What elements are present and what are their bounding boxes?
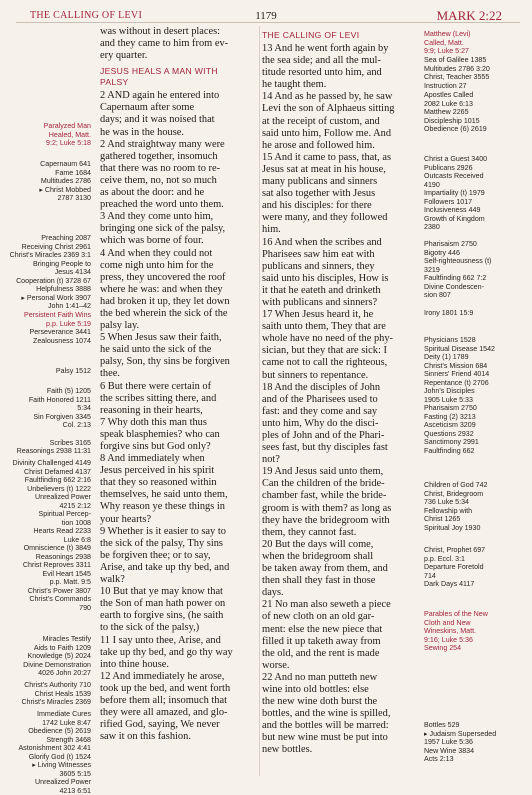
- scripture-column-1: [100, 26, 256, 776]
- verse: 22 And no man putteth new wine into old bottles: else the new wine doth burst the bottles, and the wine is spilled, and the bottles will be marred: but new wine must be put into new bottles.: [262, 671, 391, 756]
- reference-entry: Parables of the New Cloth and New Wineskins, Matt. 9:16; Luke 5:36 Sewing 254: [424, 610, 488, 652]
- verse: 2 AND again he entered into Capernaum after some days; and it was noised that he was in the house.: [100, 90, 220, 138]
- verse: 16 And when the scribes and Pharisees saw him eat with publicans and sinners, they said unto his disciples, How is it that he eateth and drinketh with publicans and sinners?: [262, 236, 389, 308]
- reference-entry: Paralyzed Man Healed, Matt. 9:2; Luke 5:18: [43, 122, 91, 147]
- reference-entry: Reasonings 2938 11:31: [16, 447, 91, 455]
- verse: 12 And immediately he arose, took up the bed, and went forth before them all; insomuch that they were all amazed, and glo- rified God, saying, We never saw it on this fashion.: [100, 670, 231, 743]
- column-divider: [259, 26, 260, 776]
- verse: 17 When Jesus heard it, he saith unto them, They that are whole have no need of the phy- sician, but they that are sick: I came not to call the righteous, but sinners to repentance.: [262, 309, 393, 381]
- reference-entry: Children of God 742 Christ, Bridegroom 736 Luke 5:34 Fellowship with Christ 1265 Spiritual Joy 1930: [424, 481, 488, 532]
- running-head-right: MARK 2:22: [436, 8, 502, 23]
- reference-entry: Christ's Authority 710 Christ Heals 1539 Christ's Miracles 2369: [21, 681, 91, 706]
- verse: 4 And when they could not come nigh unto him for the press, they uncovered the roof where he was: and when they had broken it up, they let down the bed wherein the sick of the palsy lay.: [100, 247, 230, 332]
- reference-entry: Matthew (Levi) Called, Matt. 9:9; Luke 5:27: [424, 30, 471, 55]
- verse: 8 And immediately when Jesus perceived in his spirit that they so reasoned within themselves, he said unto them, Why reason ye these things in your hearts?: [100, 453, 228, 525]
- verse: 13 And he went forth again by the sea side; and all the mul- titude resorted unto him, and he taught them.: [262, 43, 389, 91]
- reference-entry: Physicians 1528 Spiritual Disease 1542 Deity (1) 1789 Christ's Mission 684 Sinners' Friend 4014 Repentance (t) 2706 John's Disciples 1905 Luke 5:33 Pharisaism 2750 Fasting (2) 3213 Asceticism 3209 Questions 2932 Sanctimony 2991 Faultfinding 662: [424, 336, 495, 455]
- reference-entry: Irony 1801 15:9: [424, 309, 474, 317]
- page-number: 1179: [255, 10, 277, 22]
- right-reference-column: [420, 26, 532, 778]
- header-rule: [16, 22, 520, 23]
- verse: 14 And as he passed by, he saw Levi the son of Alphaeus sitting at the receipt of custom, and said unto him, Follow me. And he arose and followed him.: [262, 91, 395, 151]
- reference-entry: Persistent Faith Wins p.p. Luke 5:19: [23, 311, 91, 328]
- reference-entry: Palsy 1512: [55, 367, 91, 375]
- verse: was without in desert places: and they came to him from ev- ery quarter.: [100, 26, 229, 62]
- verse: 7 Why doth this man thus speak blasphemies? who can forgive sins but God only?: [100, 416, 220, 452]
- verse: 5 When Jesus saw their faith, he said unto the sick of the palsy, Son, thy sins be forgiven thee.: [100, 332, 230, 380]
- reference-entry: Immediate Cures 1742 Luke 8:47 Obedience (5) 2619 Strength 3468 Astonishment 302 4:41 Glorify God (t) 1524 ▸ Living Witnesses 3605 5:15 Unrealized Power 4213 6:51: [18, 710, 91, 795]
- verse: 15 And it came to pass, that, as Jesus sat at meat in his house, many publicans and sinners sat also together with Jesus and his disciples: for there were many, and they followed him.: [262, 151, 391, 236]
- scripture-column-2: [262, 26, 418, 776]
- verse: 2 And straightway many were gathered together, insomuch that there was no room to re- ceive them, no, not so much as about the door: and he preached the word unto them.: [100, 138, 225, 211]
- reference-entry: Bottles 529 ▸ Judaism Superseded 1957 Luke 5:36 New Wine 3834 Acts 2:13: [424, 721, 497, 763]
- verse: 6 But there were certain of the scribes sitting there, and reasoning in their hearts,: [100, 380, 217, 416]
- reference-entry: Sea of Galilee 1385 Multitudes 2786 3:20 Christ, Teacher 3555 Instruction 27: [424, 56, 490, 90]
- reference-entry: Pharisaism 2750 Bigotry 446 Self-righteousness (t) 3219 Faultfinding 662 7:2 Divine Condescen- sion 807: [424, 240, 492, 299]
- section-heading: THE CALLING OF LEVI: [262, 30, 360, 40]
- section-heading: JESUS HEALS A MAN WITH PALSY: [100, 66, 218, 88]
- reference-entry: Scribes 3165: [49, 439, 91, 447]
- verse: 9 Whether is it easier to say to the sick of the palsy, Thy sins be forgiven thee; or to say, Arise, and take up thy bed, and walk?: [100, 525, 230, 586]
- reference-entry: Preaching 2087 Receiving Christ 2961 Christ's Miracles 2369 3:1 Bringing People to Jesus 4134 Cooperation (t) 3728 67 Helpfulness 3888 ▸ Personal Work 3907 John 1:41–42: [9, 234, 91, 310]
- running-head-left: THE CALLING OF LEVI: [30, 10, 143, 21]
- left-reference-column: [0, 26, 95, 795]
- verse: 3 And they come unto him, bringing one sick of the palsy, which was borne of four.: [100, 211, 226, 247]
- verse: 19 And Jesus said unto them, Can the children of the bride- chamber fast, while the bride- groom is with them? as long as they have the bridegroom with them, they cannot fast.: [262, 466, 392, 538]
- reference-entry: Christ, Prophet 697 p.p. Eccl. 3:1 Departure Foretold 714 Dark Days 4117: [424, 546, 486, 588]
- reference-entry: Perseverance 3441 Zealousness 1074: [29, 328, 91, 345]
- reference-entry: Miracles Testify Aids to Faith 1209 Knowledge (5) 2024 Divine Demonstration 4026 John 20:27: [23, 635, 91, 677]
- verse: 21 No man also seweth a piece of new cloth on an old gar- ment: else the new piece that filled it up taketh away from the old, and the rent is made worse.: [262, 599, 391, 671]
- reference-entry: Capernaum 641 Fame 1684: [40, 160, 91, 177]
- verse: 11 I say unto thee, Arise, and take up thy bed, and go thy way into thine house.: [100, 634, 233, 670]
- reference-entry: Faith (5) 1205 Faith Honored 1211 5:34 Sin Forgiven 3345 Col. 2:13: [28, 387, 91, 429]
- verse: 18 And the disciples of John and of the Pharisees used to fast: and they come and say unto him, Why do the disci- ples of John and of the Phari- sees fast, but thy disciples fast not?: [262, 381, 388, 466]
- reference-entry: Divinity Challenged 4149 Christ Defamed 4137 Faultfinding 662 2:16 Unbelievers (t) 1222 Unrealized Power 4215 2:12 Spiritual Percep- tion 1008 Hearts Read 2233 Luke 6:8 Omniscience (t) 3849 Reasonings 2938 Christ Reproves 3311 Evil Heart 1545 p.p. Matt. 9:5 Christ's Power 3807 Christ's Commands 790: [12, 459, 91, 612]
- reference-entry: Christ a Guest 3400 Publicans 2926 Outcasts Received 4190 Impartiality (t) 1979 Followers 1017 Inclusiveness 449 Growth of Kingdom 2380: [424, 155, 488, 231]
- reference-entry: Apostles Called 2082 Luke 6:13 Matthew 2265 Discipleship 1015 Obedience (6) 2619: [424, 91, 487, 133]
- running-header: [0, 6, 532, 22]
- reference-entry: Multitudes 2786 ▸ Christ Mobbed 2787 3130: [39, 177, 91, 202]
- verse: 20 But the days will come, when the bridegroom shall be taken away from them, and then shall they fast in those days.: [262, 538, 388, 599]
- verse: 10 But that ye may know that the Son of man hath power on earth to forgive sins, (he saith to the sick of the palsy,): [100, 586, 226, 634]
